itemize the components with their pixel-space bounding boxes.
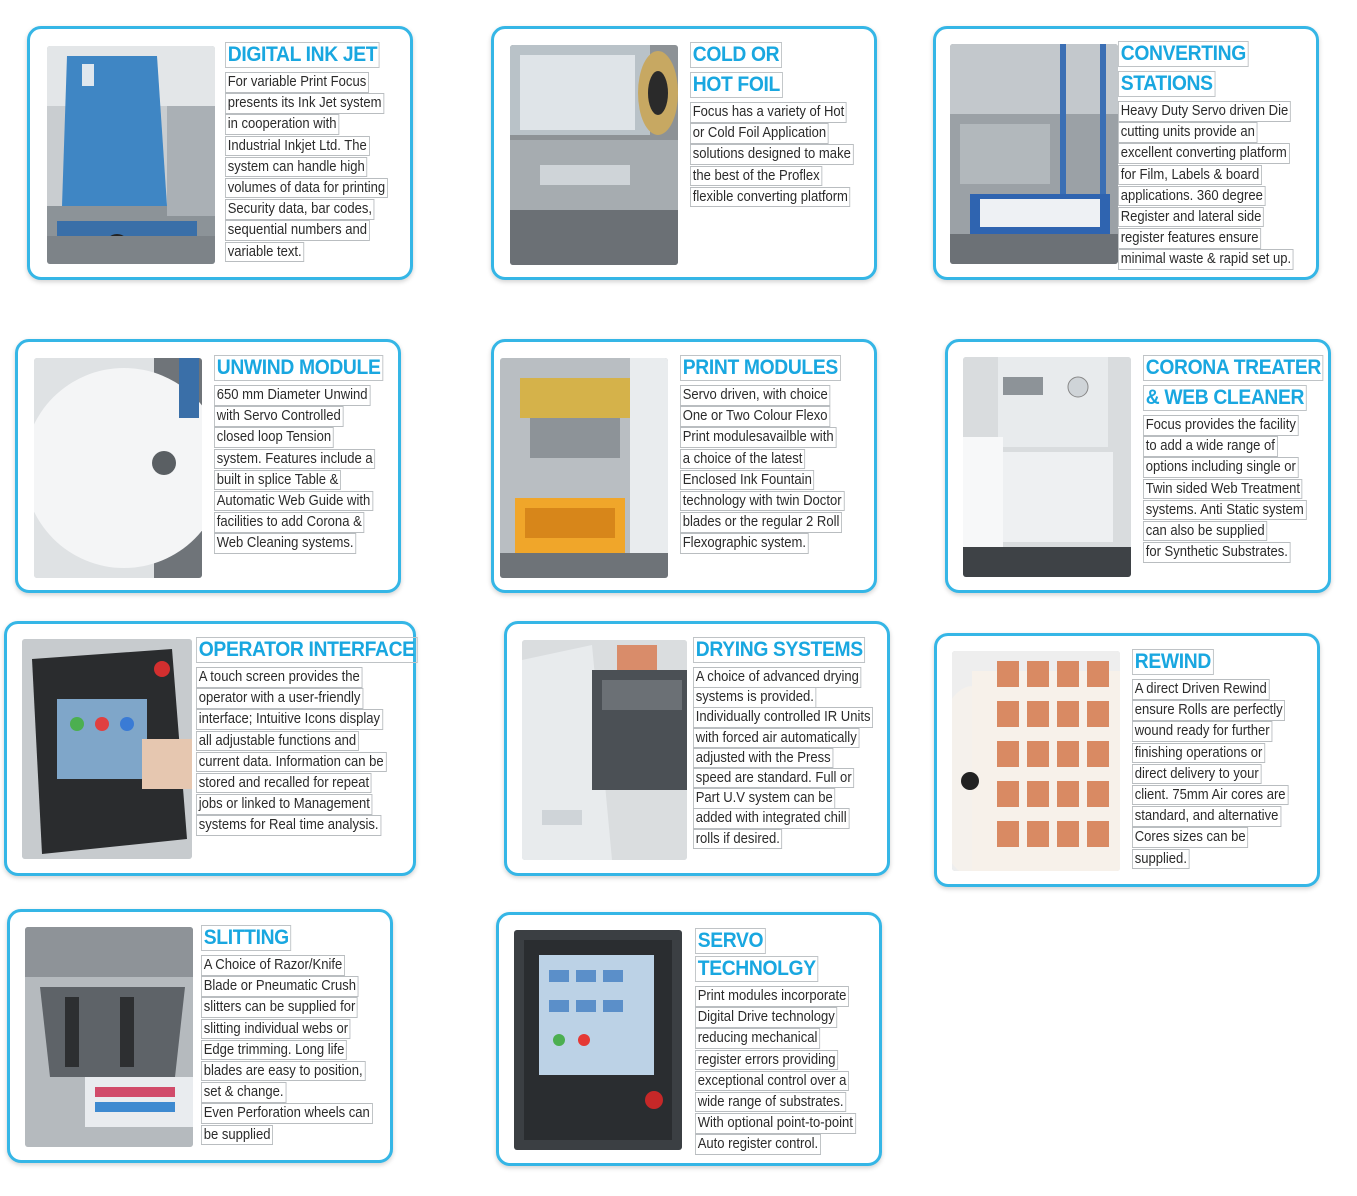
card-text-line: built in splice Table &	[214, 470, 341, 491]
card-text-line: One or Two Colour Flexo	[680, 406, 830, 427]
card-text-line: Enclosed Ink Fountain	[680, 470, 815, 491]
card-text-line: Heavy Duty Servo driven Die	[1118, 101, 1291, 122]
card-text-line: Individually controlled IR Units	[693, 707, 873, 728]
inkjet-printer-photo	[47, 46, 215, 264]
card-text-line: technology with twin Doctor	[680, 491, 844, 512]
card-text-line: Flexographic system.	[680, 533, 809, 554]
touch-screen-photo	[22, 639, 192, 859]
card-text-line: current data. Information can be	[196, 752, 386, 773]
card-text-line: Part U.V system can be	[693, 788, 835, 809]
foil-roll-photo	[510, 45, 678, 265]
card-text-line: all adjustable functions and	[196, 731, 359, 752]
card-text-line: Edge trimming. Long life	[201, 1040, 347, 1061]
card-text-line: wound ready for further	[1132, 721, 1272, 742]
card-text-line: direct delivery to your	[1132, 764, 1261, 785]
card-title: DRYING SYSTEMS	[693, 637, 865, 663]
card-text-line: cutting units provide an	[1118, 122, 1258, 143]
card-text-line: excellent converting platform	[1118, 143, 1290, 164]
feature-card-corona-treater	[945, 339, 1331, 593]
card-text-line: set & change.	[201, 1082, 286, 1103]
card-text-line: Focus provides the facility	[1143, 415, 1299, 436]
servo-control-panel-photo	[514, 930, 682, 1150]
feature-card-drying-systems	[504, 621, 890, 876]
card-title: CONVERTING	[1118, 41, 1249, 67]
card-text-line: facilities to add Corona &	[214, 512, 364, 533]
card-text-line: A Choice of Razor/Knife	[201, 955, 345, 976]
card-text-line: with forced air automatically	[693, 728, 859, 749]
card-title: REWIND	[1132, 649, 1214, 675]
card-title: SLITTING	[201, 925, 292, 951]
corona-treater-photo	[963, 357, 1131, 577]
card-text-line: wide range of substrates.	[695, 1092, 846, 1113]
card-text-line: closed loop Tension	[214, 427, 334, 448]
card-text-line: system. Features include a	[214, 449, 375, 470]
card-text-line: speed are standard. Full or	[693, 768, 854, 789]
card-text-line: or Cold Foil Application	[690, 123, 829, 144]
card-text-line: A direct Driven Rewind	[1132, 679, 1269, 700]
card-title: COLD OR	[690, 42, 782, 68]
card-text-line: sequential numbers and	[225, 220, 370, 241]
card-text-line: presents its Ink Jet system	[225, 93, 384, 114]
card-text-line: systems for Real time analysis.	[196, 815, 381, 836]
slitter-photo	[25, 927, 193, 1147]
card-text-line: A touch screen provides the	[196, 667, 362, 688]
card-text-line: Print modulesavailble with	[680, 427, 836, 448]
unwind-roll-photo	[34, 358, 202, 578]
feature-card-servo-technology	[496, 912, 882, 1166]
card-text-line: With optional point-to-point	[695, 1113, 856, 1134]
card-text-line: volumes of data for printing	[225, 178, 388, 199]
card-text-line: for Synthetic Substrates.	[1143, 542, 1291, 563]
feature-card-operator-interface	[4, 621, 416, 876]
card-text-line: Focus has a variety of Hot	[690, 102, 847, 123]
card-text-line: slitting individual webs or	[201, 1019, 351, 1040]
card-text-line: blades or the regular 2 Roll	[680, 512, 842, 533]
feature-card-print-modules	[491, 339, 877, 593]
card-text-line: a choice of the latest	[680, 449, 805, 470]
card-text-line: stored and recalled for repeat	[196, 773, 372, 794]
card-title: UNWIND MODULE	[214, 355, 383, 381]
card-text-line: systems. Anti Static system	[1143, 500, 1307, 521]
card-title: SERVO	[695, 928, 766, 954]
card-text-line: Industrial Inkjet Ltd. The	[225, 136, 369, 157]
card-text-line: be supplied	[201, 1125, 273, 1146]
card-text-line: for Film, Labels & board	[1118, 165, 1262, 186]
card-title: STATIONS	[1118, 71, 1215, 97]
card-text-line: system can handle high	[225, 157, 368, 178]
card-text-line: standard, and alternative	[1132, 806, 1281, 827]
card-text-line: register errors providing	[695, 1050, 838, 1071]
card-text-line: operator with a user-friendly	[196, 688, 363, 709]
card-text-line: Register and lateral side	[1118, 207, 1264, 228]
card-title: HOT FOIL	[690, 72, 783, 98]
card-text-line: supplied.	[1132, 849, 1190, 870]
card-text-line: adjusted with the Press	[693, 748, 833, 769]
card-text-line: 650 mm Diameter Unwind	[214, 385, 370, 406]
card-text-line: Security data, bar codes,	[225, 199, 375, 220]
card-text-line: added with integrated chill	[693, 808, 849, 829]
card-text-line: finishing operations or	[1132, 743, 1265, 764]
feature-card-slitting	[7, 909, 393, 1163]
card-text-line: can also be supplied	[1143, 521, 1267, 542]
card-text-line: interface; Intuitive Icons display	[196, 709, 383, 730]
card-text-line: Digital Drive technology	[695, 1007, 837, 1028]
label-rewind-roll-photo	[952, 651, 1120, 871]
card-text-line: register features ensure	[1118, 228, 1261, 249]
card-text-line: ensure Rolls are perfectly	[1132, 700, 1285, 721]
feature-card-converting-stations	[933, 26, 1319, 280]
card-title: TECHNOLGY	[695, 956, 819, 982]
card-title: & WEB CLEANER	[1143, 385, 1307, 411]
card-text-line: slitters can be supplied for	[201, 997, 358, 1018]
card-text-line: variable text.	[225, 242, 304, 263]
card-text-line: Servo driven, with choice	[680, 385, 830, 406]
card-text-line: options including single or	[1143, 457, 1299, 478]
card-text-line: exceptional control over a	[695, 1071, 849, 1092]
card-text-line: Print modules incorporate	[695, 986, 849, 1007]
card-text-line: in cooperation with	[225, 114, 339, 135]
feature-card-cold-hot-foil	[491, 26, 877, 280]
card-text-line: For variable Print Focus	[225, 72, 369, 93]
card-text-line: jobs or linked to Management	[196, 794, 373, 815]
card-text-line: Cores sizes can be	[1132, 827, 1248, 848]
card-text-line: with Servo Controlled	[214, 406, 343, 427]
card-text-line: the best of the Proflex	[690, 166, 822, 187]
feature-card-unwind-module	[15, 339, 401, 593]
card-text-line: client. 75mm Air cores are	[1132, 785, 1288, 806]
die-cutting-station-photo	[950, 44, 1118, 264]
card-text-line: systems is provided.	[693, 687, 817, 708]
drying-unit-photo	[522, 640, 687, 860]
card-text-line: Auto register control.	[695, 1134, 821, 1155]
print-module-photo	[500, 358, 668, 578]
card-text-line: Automatic Web Guide with	[214, 491, 373, 512]
card-text-line: solutions designed to make	[690, 144, 854, 165]
card-text-line: flexible converting platform	[690, 187, 851, 208]
card-text-line: Even Perforation wheels can	[201, 1103, 373, 1124]
card-text-line: Blade or Pneumatic Crush	[201, 976, 359, 997]
card-title: OPERATOR INTERFACE	[196, 637, 417, 663]
card-text-line: rolls if desired.	[693, 829, 783, 850]
card-text-line: minimal waste & rapid set up.	[1118, 249, 1294, 270]
card-text-line: Web Cleaning systems.	[214, 533, 356, 554]
feature-card-rewind	[934, 633, 1320, 887]
card-text-line: to add a wide range of	[1143, 436, 1278, 457]
card-title: CORONA TREATER	[1143, 355, 1324, 381]
card-text-line: A choice of advanced drying	[693, 667, 862, 688]
card-title: PRINT MODULES	[680, 355, 841, 381]
feature-card-digital-ink-jet	[27, 26, 413, 280]
card-title: DIGITAL INK JET	[225, 42, 380, 68]
card-text-line: blades are easy to position,	[201, 1061, 365, 1082]
card-text-line: applications. 360 degree	[1118, 186, 1266, 207]
card-text-line: Twin sided Web Treatment	[1143, 479, 1303, 500]
card-text-line: reducing mechanical	[695, 1028, 820, 1049]
